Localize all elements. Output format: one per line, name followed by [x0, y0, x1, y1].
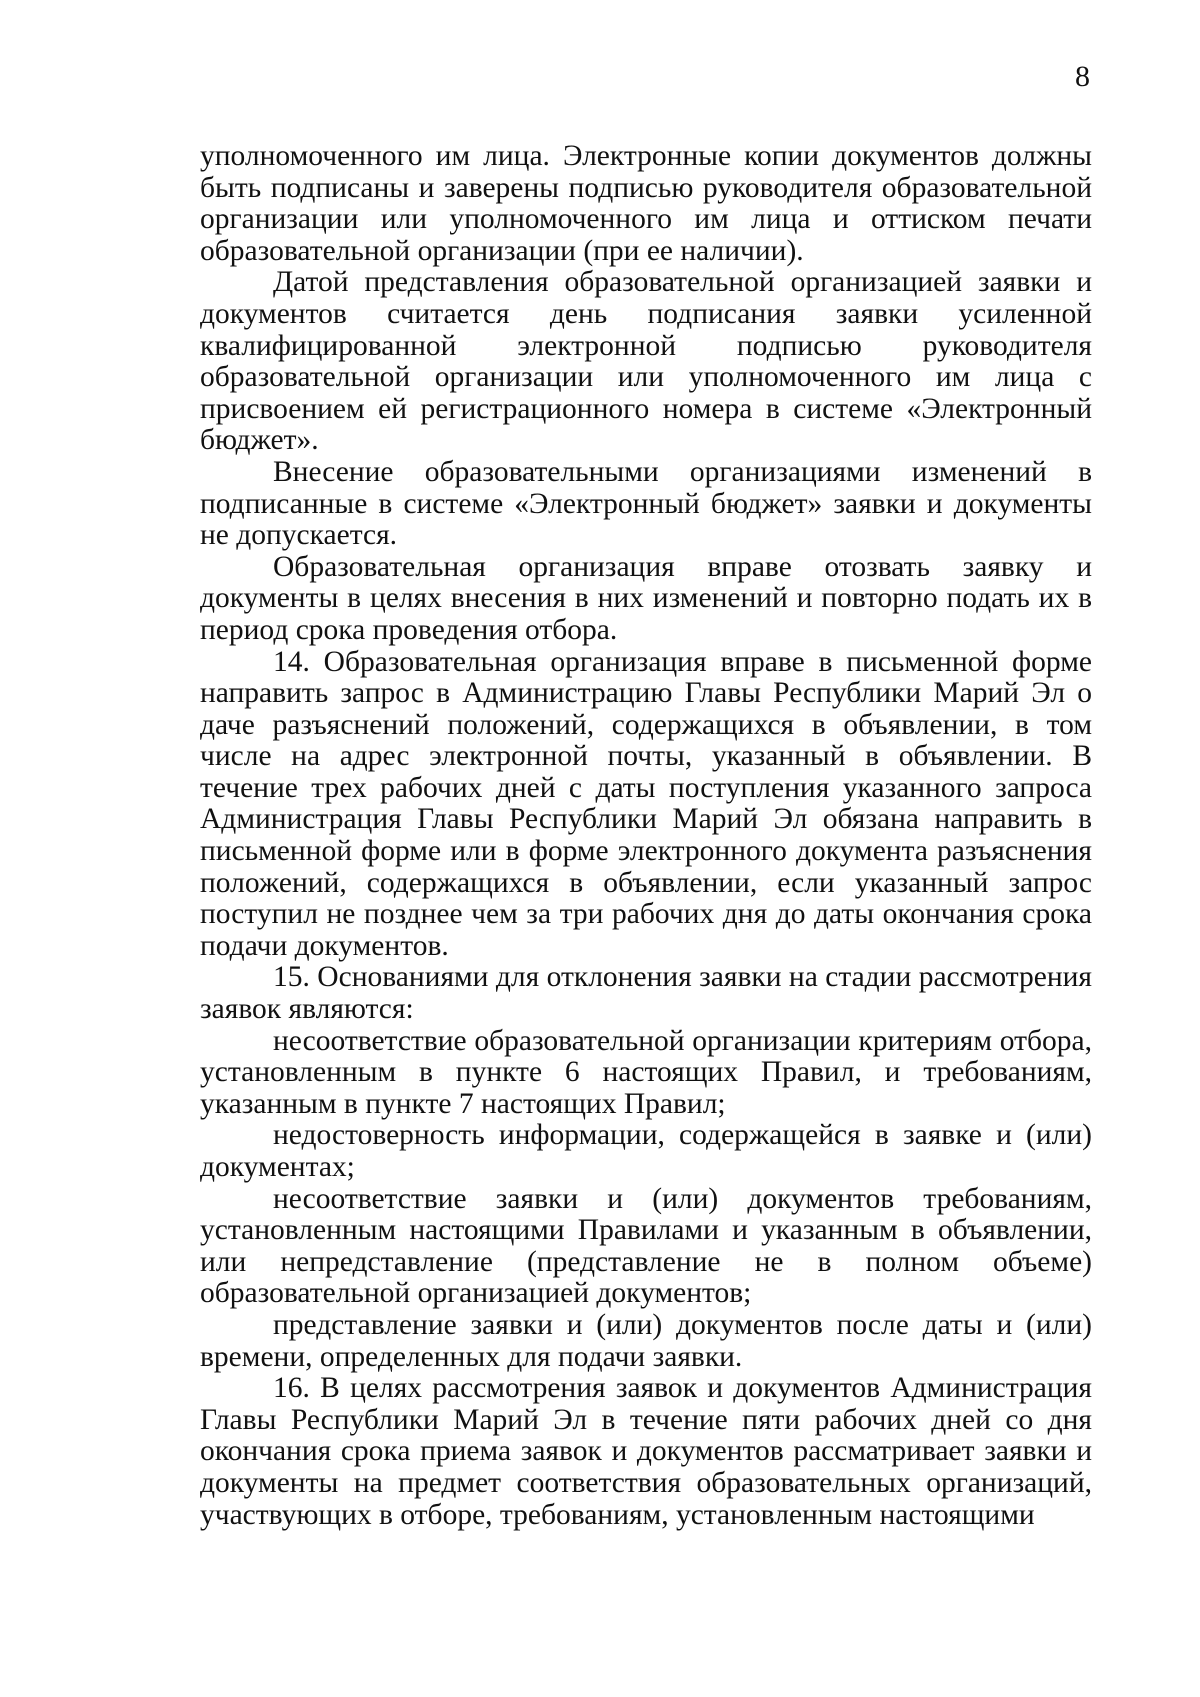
list-item: недостоверность информации, содержащейся в заявке и (или) документах;	[200, 1119, 1092, 1183]
paragraph: уполномоченного им лица. Электронные копии документов должны быть подписаны и заверены подписью руководителя образовательной организации или уполномоченного им лица и оттиском печати образовательной организации (при ее наличии).	[200, 140, 1092, 267]
document-body	[200, 141, 1092, 1531]
page-number: 8	[1075, 60, 1090, 93]
paragraph: Внесение образовательными организациями изменений в подписанные в системе «Электронный бюджет» заявки и документы не допускается.	[200, 455, 1092, 552]
paragraph-item-16: 16. В целях рассмотрения заявок и документов Администрация Главы Республики Марий Эл в течение пяти рабочих дней со дня окончания срока приема заявок и документов рассматривает заявки и документы на предмет соответствия образовательных организаций, участвующих в отборе, требованиям, установленным настоящими	[200, 1372, 1092, 1531]
paragraph: Датой представления образовательной организацией заявки и документов считается день подписания заявки усиленной квалифицированной электронной подписью руководителя образовательной организации или уполномоченного им лица с присвоением ей регистрационного номера в системе «Электронный бюджет».	[200, 266, 1092, 457]
list-item: представление заявки и (или) документов после даты и (или) времени, определенных для подачи заявки.	[200, 1308, 1092, 1373]
list-item: несоответствие образовательной организации критериям отбора, установленным в пункте 6 настоящих Правил, и требованиям, указанным в пункте 7 настоящих Правил;	[200, 1024, 1092, 1120]
paragraph-item-15: 15. Основаниями для отклонения заявки на стадии рассмотрения заявок являются:	[200, 961, 1092, 1026]
paragraph-item-14: 14. Образовательная организация вправе в письменной форме направить запрос в Администрацию Главы Республики Марий Эл о даче разъяснений положений, содержащихся в объявлении, в том числе на адрес электронной почты, указанный в объявлении. В течение трех рабочих дней с даты поступления указанного запроса Администрация Главы Республики Марий Эл обязана направить в письменной форме или в форме электронного документа разъяснения положений, содержащихся в объявлении, если указанный запрос поступил не позднее чем за три рабочих дня до даты окончания срока подачи документов.	[200, 645, 1092, 962]
list-item: несоответствие заявки и (или) документов требованиям, установленным настоящими Правилами и указанным в объявлении, или непредставление (представление не в полном объеме) образовательной организацией документов;	[200, 1182, 1092, 1310]
paragraph: Образовательная организация вправе отозвать заявку и документы в целях внесения в них изменений и повторно подать их в период срока проведения отбора.	[200, 550, 1092, 646]
